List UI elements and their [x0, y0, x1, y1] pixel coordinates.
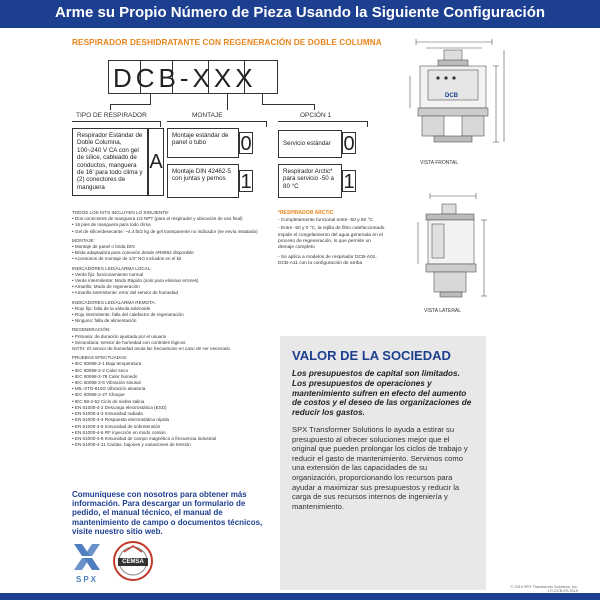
footer-copyright: © 2019 SPX Transformer Solutions, Inc. — [510, 585, 578, 589]
montaje-option-0-text: Montaje estándar de panel o tubo — [172, 132, 229, 147]
list-item: • Amarillo: Modo de regeneración — [72, 284, 140, 290]
page-title: Arme su Propio Número de Pieza Usando la Siguiente Configuración — [54, 4, 546, 21]
list-item: • Verde intermitente: Modo Rápido (solo para eliminar errores) — [72, 278, 199, 284]
arctic-item: - Se aplica a modelos de respirador DCB-A01, DCB-A11 con la configuración de arriba — [278, 255, 377, 267]
list-item: • Rojo intermitente: falla del calefactor de regeneración — [72, 312, 184, 318]
list-item: • Rojo fijo: falla de la válvula solenoide — [72, 305, 151, 311]
kit-title: TODOS LOS KITS INCLUYEN LO SIGUIENTE: — [72, 210, 170, 215]
kit-contents — [72, 210, 267, 448]
list-item: • EN 61000-4-8 Inmunidad de campo magnético a frecuencia industrial — [72, 435, 217, 441]
section-title: PRUEBAS EFECTUADAS: — [72, 355, 128, 361]
list-item: • IEC 60068-2-27 Choque — [72, 392, 125, 398]
tipo-description: Respirador Estándar de Doble Columna, 100~240 V CA con gel de sílice, cableado de conductos, manguera de 16' para todo clima y (2) conectores de manguera — [77, 132, 143, 191]
arctic-title: *RESPIRADOR ARCTIC — [278, 210, 334, 216]
cemsa-logo — [112, 540, 154, 582]
section-title: REGENERACIÓN: — [72, 327, 111, 333]
header-bar — [0, 0, 600, 28]
spx-logo — [72, 540, 102, 586]
opcion-option-1-text: Respirador Arctic* para servicio -50 a 80 °C — [283, 168, 334, 190]
tipo-code-box: A — [148, 128, 164, 196]
arctic-item: - Entre -50 y 0 °C, la rejilla de filtro calefaccionado impide el congelamiento del agua generada en el proceso de regeneración, lo que permite un drenaje completo — [278, 226, 385, 251]
list-item: • Verde fijo: funcionamiento normal — [72, 271, 144, 277]
part-number-text: DCB-XXX — [113, 63, 257, 93]
front-view-caption: VISTA FRONTAL — [420, 160, 459, 166]
cemsa-logo-text: CEMSA — [122, 559, 144, 565]
list-item: • Accesorios de montaje de 1/4" NO incluidos en el kit — [72, 256, 182, 262]
contact-text: Comuníquese con nosotros para obtener más información. Para descargar un formulario de pedido, el manual técnico, el manual de mantenimiento de campo o documentos técnicos, visite nuestro sitio web. — [72, 490, 263, 536]
kit-item: • Dos conectores de manguera 1/2 NPT (para el respirador y ubicación de uso final) — [72, 216, 243, 222]
montaje-option-1-text: Montaje DIN 42462-5 con juntas y pernos — [172, 168, 231, 183]
list-item: • IEC 60068-2-2 Calor seco — [72, 367, 128, 373]
list-item: • EN 61000-4-11 Caídas, bajones y variaciones de tensión — [72, 442, 191, 448]
opcion-option-0-box — [278, 130, 342, 158]
front-view-logo: DCB — [445, 93, 458, 99]
col-tipo-label: TIPO DE RESPIRADOR — [76, 112, 147, 119]
arctic-notes — [278, 210, 388, 268]
regeneration-note: NOTA: El sensor de humedad anula las frecuencias en caso de ser necesario — [72, 346, 230, 352]
kit-section-pruebas — [72, 355, 267, 448]
list-item: • Primaria: de duración ajustada por el usuario — [72, 333, 167, 339]
list-item: • Montaje de panel o brida DIN — [72, 244, 135, 250]
kit-section-regeneracion — [72, 327, 267, 352]
side-view-caption: VISTA LATERAL — [424, 308, 462, 314]
value-panel-title: VALOR DE LA SOCIEDAD — [292, 348, 451, 363]
value-panel-lead: Los presupuestos de capital son limitados. Los presupuestos de operaciones y mantenimiento sufren en efecto del aumento de costos y el deseo de las organizaciones de reducir los gastos. — [292, 369, 472, 418]
tipo-description-box — [72, 128, 148, 196]
value-panel — [280, 336, 486, 590]
montaje-option-0-code: 0 — [240, 133, 252, 155]
kit-item: • 16 pies de manguera para todo clima — [72, 222, 151, 228]
montaje-option-1-code: 1 — [240, 171, 252, 193]
kit-item: • Gel de sílice/desecante: ~4,4 lb/2 kg de gel transparente no indicador (se envía instalado) — [72, 228, 258, 234]
front-view-drawing — [400, 36, 510, 161]
col-montaje-label: MONTAJE — [192, 112, 223, 119]
list-item: • Ninguno: falla de alimentación — [72, 318, 137, 324]
list-item: • IEC 60068-2-78 Calor húmedo — [72, 373, 138, 379]
list-item: • Amarillo intermitente: error del sensor de humedad — [72, 290, 179, 296]
list-item: • IEC 60068-2-6 Vibración sinusal — [72, 380, 141, 386]
product-subtitle: RESPIRADOR DESHIDRATANTE CON REGENERACIÓN DE DOBLE COLUMNA — [72, 38, 382, 47]
arctic-item: - Completamente funcional entre -50 y 80 °C — [278, 218, 373, 224]
opcion-option-0-code: 0 — [343, 133, 355, 155]
section-title: MONTAJE: — [72, 237, 95, 243]
col-opcion-label: OPCIÓN 1 — [300, 112, 332, 119]
list-item: • EN 61000-4-4 Respuesta electrostática rápida — [72, 417, 170, 423]
montaje-option-1-box — [167, 164, 239, 198]
list-item: • EN 61000-4-5 Inmunidad de sobretensión — [72, 423, 161, 429]
list-item: • Secundaria: sensor de humedad con controles lógicos — [72, 339, 186, 345]
value-panel-body: SPX Transformer Solutions lo ayuda a estirar su presupuesto al ofrecer soluciones mejor que el original que pueden prolongar los ciclos de trabajo y reducir el gasto de mantenimiento. Servimos como una extensión de las capacidades de su organización, proporcionando los recursos para ayudar a maximizar sus presupuestos y reducir la carga de sus recursos internos de ingeniería y mantenimiento. — [292, 424, 468, 511]
opcion-option-1-box — [278, 164, 342, 198]
part-number-box — [108, 60, 278, 94]
section-title: INDICADORES LED/ALARMA LOCAL: — [72, 265, 152, 271]
list-item: • IEC 68-2-52 Ciclo de niebla salina — [72, 398, 145, 404]
section-title: INDICADORES LED/ALARMA REMOTA: — [72, 299, 156, 305]
kit-section-led-local — [72, 266, 267, 297]
opcion-option-0-text: Servicio estándar — [283, 140, 331, 147]
montaje-option-0-box — [167, 128, 239, 158]
side-view-drawing — [412, 192, 494, 302]
list-item: • EN 61000-4-3 Inmunidad radiada — [72, 411, 143, 417]
kit-section-led-remote — [72, 300, 267, 325]
list-item: • MIL-STD-810G Vibración aleatoria — [72, 386, 146, 392]
footer-doc-code: LIT-DCB-ES-0119 — [547, 588, 578, 593]
kit-section-montaje — [72, 238, 267, 263]
opcion-option-1-code: 1 — [343, 171, 355, 193]
list-item: • IEC 60068-2-1 Baja temperatura — [72, 361, 142, 367]
spx-logo-text: SPX — [75, 575, 98, 584]
list-item: • EN 61000-4-6 RF inyección en modo común — [72, 429, 166, 435]
list-item: • EN 61000-4-2 Descarga electrostática (ESD) — [72, 404, 167, 410]
footer-bar — [0, 593, 600, 600]
list-item: • Brida adaptadora para conexión desde AR0862 disponible — [72, 250, 194, 256]
